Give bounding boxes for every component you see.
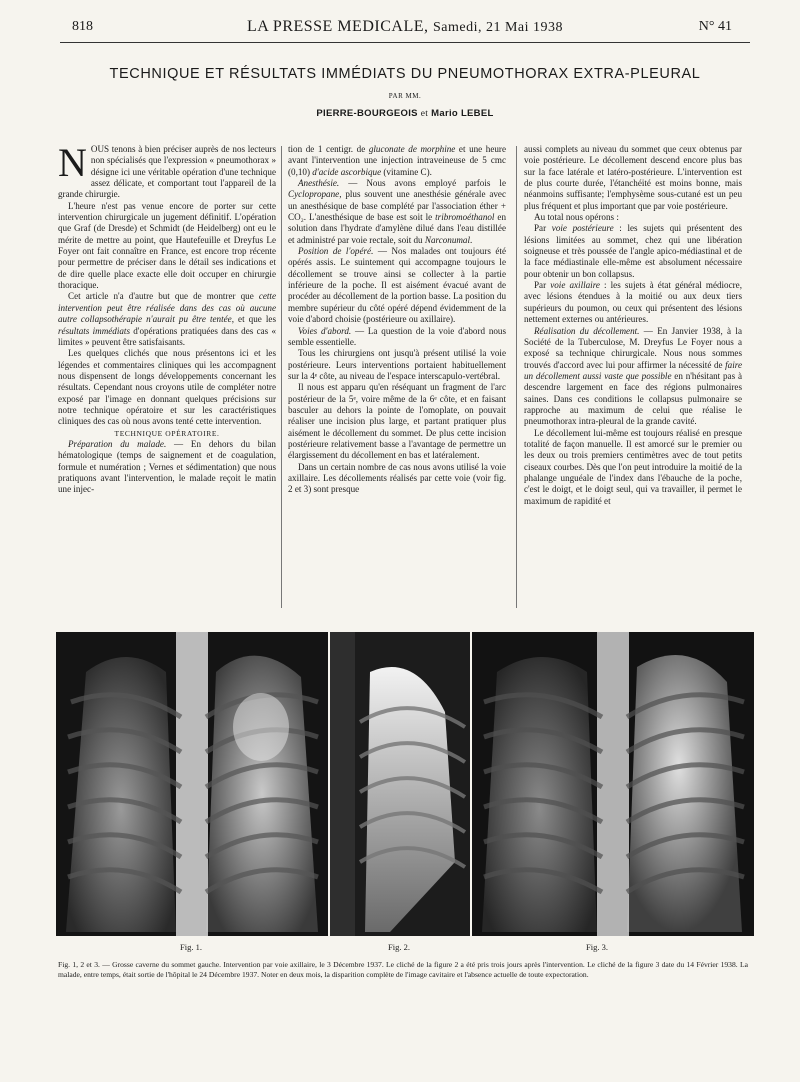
xray-image-fig2	[330, 632, 470, 936]
journal-name: LA PRESSE MEDICALE,	[246, 18, 429, 35]
issue-number: N° 41	[698, 19, 732, 34]
paragraph	[288, 178, 506, 246]
xray-image-fig1	[56, 632, 328, 936]
emphasis-text: Narconumal	[424, 234, 471, 245]
article-title: TECHNIQUE ET RÉSULTATS IMMÉDIATS DU PNEUMOTHORAX EXTRA-PLEURAL	[109, 66, 701, 82]
run-in-heading: Préparation du malade.	[68, 438, 167, 449]
run-in-heading: Réalisation du décollement.	[534, 325, 640, 336]
emphasis-text: d'acide ascorbique	[312, 166, 382, 177]
paragraph-text: OUS tenons à bien préciser auprès de nos lecteurs non spécialisés que l'expression « pneumothorax » désigne ici une véritable opération d'une technique assez délicate, et comportant tout l'appareil de la grande chirurgie.	[58, 144, 276, 200]
paragraph-text: : les sujets qui présentent des lésions limitées au sommet, chez qui une libération soigneuse et très poussée de l'angle apico-médiastinal et de la face médiastinale elle-même est absolument nécessaire pour obtenir un bon collapsus.	[524, 223, 742, 279]
paragraph	[58, 439, 276, 496]
column-rule	[281, 146, 282, 608]
emphasis-text: gluconate de morphine	[368, 144, 456, 154]
paragraph-text: Par	[534, 223, 552, 234]
figure-caption-2: Fig. 2.	[388, 942, 410, 952]
paragraph-text: — Nous avons employé parfois le	[339, 178, 506, 189]
column-rule	[516, 146, 517, 608]
figure-legend: Fig. 1, 2 et 3. — Grosse caverne du sommet gauche. Intervention par voie axillaire, le 3 Décembre 1937. Le cliché de la figure 2 a été pris trois jours après l'intervention. Le cliché de la figure 3 date du 14 Février 1938. La malade, entre temps, était sortie de l'hôpital le 24 Décembre 1937. Noter en deux mois, la disparition complète de l'image cavitaire et l'absence actuelle de toute expectoration.	[58, 960, 748, 979]
author-separator: et	[420, 109, 429, 119]
paragraph	[58, 144, 276, 201]
xray-image-fig3	[472, 632, 754, 936]
paragraph-text: — La question de la voie d'abord nous semble essentielle.	[288, 325, 506, 347]
figure-caption-1: Fig. 1.	[180, 942, 202, 952]
emphasis-text: voie postérieure	[551, 223, 614, 234]
paragraph	[288, 144, 506, 178]
paragraph	[288, 326, 506, 349]
paragraph-text: , et que les	[231, 314, 276, 325]
journal-title	[60, 18, 750, 36]
paragraph: L'heure n'est pas venue encore de porter sur cette intervention chirurgicale un jugement définitif. L'opération que Graf (de Dresde) et Schmidt (de Heidelberg) ont eu le mérite de mettre au point, que Hautefeuille et Dreyfus Le Foyer ont fait connaître en France, est encore trop récente pour permettre de préciser dans le détail ses indications et de dire quelle place exacte elle doit occuper en chirurgie thoracique.	[58, 200, 276, 291]
paragraph: Le décollement lui-même est toujours réalisé en presque totalité de façon manuelle. Il est amorcé sur le premier ou les deux ou trois premiers centimètres avec de tout petits ciseaux courbes. Dès que l'on peut introduire la moitié de la phalange unguéale de l'index dans l'ébauche de la poche, c'est le doigt, et le doigt seul, qui va travailler, il permet le maximum de rapidité et	[524, 427, 742, 506]
paragraph-text: (vitamine C).	[381, 166, 432, 177]
emphasis-text: voie axillaire	[550, 280, 600, 291]
paragraph-text: en solution dans l'hydrate d'amylène dilué dans l'eau distillée et administré par voie rectale, soit du	[288, 212, 506, 245]
paragraph-text: — Nos malades ont toujours été opérés assis. Le suintement qui accompagne toujours le décollement se trouve ainsi se collecter à la partie inférieure de la poche. Il est aisément évacué avant de procéder au décollement de la portion basse. La position du membre supérieur du côté opéré dépend évidemment de la voie d'abord choisie (postérieure ou axillaire).	[288, 246, 506, 325]
emphasis-text: cette intervention peut être réalisée dans des cas où aucune autre collapsothérapie n'aurait pu être tentée	[58, 291, 276, 325]
drop-cap: N	[58, 144, 87, 185]
text-column-2	[288, 144, 506, 612]
paragraph: Tous les chirurgiens ont jusqu'à présent utilisé la voie postérieure. Leurs interventions portaient habituellement sur la 4ᵉ côte, au niveau de l'espace interscapulo-vertébral.	[288, 348, 506, 381]
author-2: Mario LEBEL	[431, 108, 494, 119]
paragraph: Au total nous opérons :	[534, 212, 619, 223]
paragraph-text: tion de 1 centigr. de	[288, 144, 369, 154]
page-number: 818	[72, 19, 93, 34]
emphasis-text: faire un décollement aussi vaste que possible	[524, 359, 742, 381]
paragraph-text: — En dehors du bilan hématologique (temps de saignement et de coagulation, formule et numération ; Vernes et sédimentation) que nous pratiquons avant l'intervention, le malade reçoit le matin une injec-	[58, 438, 276, 495]
paragraph: Les quelques clichés que nous présentons ici et les légendes et commentaires cliniques qui les accompagnent nous dispensent de longs développements concernant les résultats. Cependant nous croyons utile de compléter notre exposé par l'image en donnant quelques précisions sur notre technique opératoire et sur les caractéristiques cliniques des cas où nous avons tenté cette intervention.	[58, 348, 276, 427]
run-in-heading: Position de l'opéré.	[298, 246, 374, 257]
figure-caption-3: Fig. 3.	[586, 942, 608, 952]
paragraph	[524, 280, 742, 325]
running-header	[60, 14, 750, 43]
paragraph	[288, 246, 506, 325]
paragraph-text: et une heure avant l'intervention une injection intraveineuse de 5 cmc (0,10)	[288, 144, 506, 177]
paragraph	[58, 291, 276, 348]
emphasis-text: tribromoéthanol	[435, 212, 495, 223]
paragraph	[524, 326, 742, 428]
paragraph-text: Cet article n'a d'autre but que de montrer que	[68, 291, 259, 302]
paragraph-text: d'opérations pratiquées dans des cas « limites » peuvent être satisfaisants.	[58, 325, 276, 347]
byline-prefix: PAR MM.	[388, 92, 422, 100]
paragraph-text: en n'hésitant pas à descendre largement en face des régions pulmonaires saines. Dans ces conditions le collapsus pulmonaire se rapproche au maximum de celui que réalise le pneumothorax intra-pleural de la grande cavité.	[524, 370, 742, 427]
paragraph-text: — En Janvier 1938, à la Société de la Tuberculose, M. Dreyfus Le Foyer nous a exposé sa technique chirurgicale. Nous nous sommes trouvés d'accord avec lui pour affirmer la nécessité de	[524, 325, 742, 370]
paragraph: Dans un certain nombre de cas nous avons utilisé la voie axillaire. Les décollements réalisés par cette voie (voir fig. 2 et 3) sont presque	[288, 461, 506, 495]
emphasis-text: résultats immédiats	[58, 325, 130, 336]
paragraph	[524, 223, 742, 280]
emphasis-text: Cyclopropane	[288, 189, 340, 200]
section-heading: TECHNIQUE OPÉRATOIRE.	[114, 428, 220, 438]
paragraph-text: Par	[534, 280, 551, 291]
run-in-heading: Anesthésie.	[298, 178, 340, 189]
author-1: PIERRE-BOURGEOIS	[316, 108, 418, 119]
figure-strip	[56, 632, 754, 936]
paragraph: aussi complets au niveau du sommet que ceux obtenus par voie postérieure. Le décollement descend encore plus bas sur la face latérale et latéro-postérieure. L'intervention est de plus courte durée, l'étanchéité est moins bonne, mais néanmoins suffisante; l'emphysème sous-cutané est un peu plus fréquent et plus important que par voie postérieure.	[524, 144, 742, 211]
paragraph-text: .	[470, 234, 473, 245]
text-column-1	[58, 144, 276, 612]
run-in-heading: Voies d'abord.	[298, 325, 352, 336]
paragraph-text: : les sujets à état général médiocre, avec lésions étendues à la moitié ou aux deux tiers supérieurs du poumon, ou ceux qui présentent des lésions nettement externes ou antérieures.	[524, 280, 742, 325]
issue-date: Samedi, 21 Mai 1938	[432, 20, 564, 35]
paragraph: Il nous est apparu qu'en réséquant un fragment de l'arc postérieur de la 5ᵉ, voire même de la 6ᵉ côte, et en faisant basculer au dehors la pointe de l'omoplate, on pouvait réaliser une incision plus large, et partant pratiquer plus aisément le décollement du sommet. De plus cette incision postérieure relativement basse a l'avantage de permettre un élargissement du décollement en bas et latéralement.	[288, 382, 506, 461]
text-column-3	[524, 144, 742, 612]
paragraph-text: , plus souvent une anesthésie générale avec un anesthésique de base complété par l'association éther + CO₂. L'anesthésique de base est soit le	[288, 189, 506, 223]
authors	[60, 108, 750, 119]
